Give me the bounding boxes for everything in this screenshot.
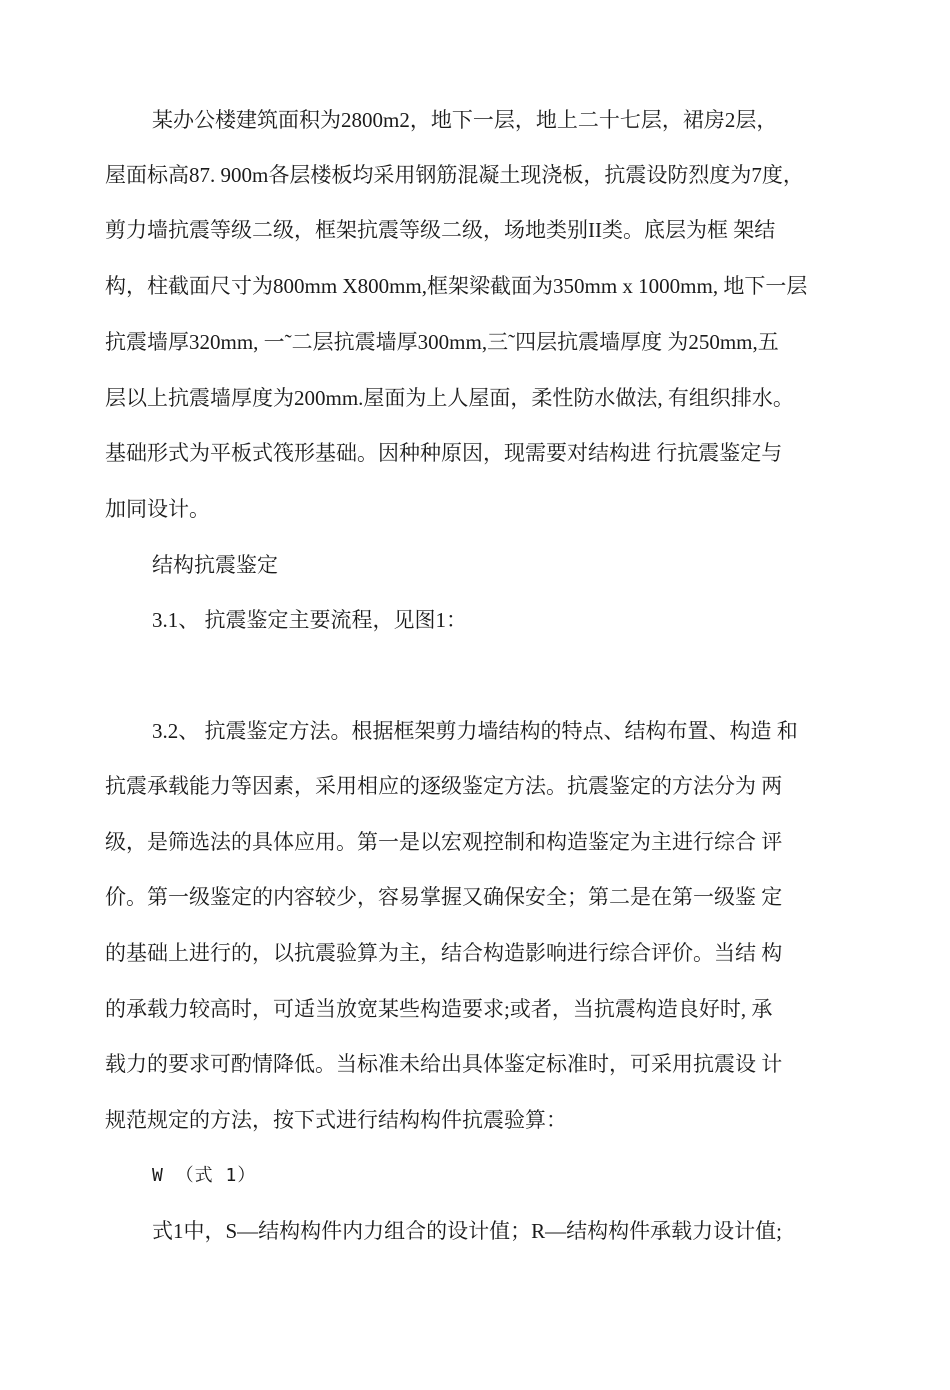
paragraph-1-line-6: 层以上抗震墙厚度为200mm.屋面为上人屋面，柔性防水做法, 有组织排水。 [105,386,794,410]
paragraph-1-line-8: 加同设计。 [105,497,210,521]
paragraph-1-line-7: 基础形式为平板式筏形基础。因种种原因，现需要对结构进 行抗震鉴定与 [105,441,783,465]
paragraph-2-line-1: 3.2、 抗震鉴定方法。根据框架剪力墙结构的特点、结构布置、构造 和 [152,719,798,743]
paragraph-2-line-8: 规范规定的方法，按下式进行结构构件抗震验算： [105,1108,567,1132]
paragraph-2-line-6: 的承载力较高时，可适当放宽某些构造要求;或者，当抗震构造良好时, 承 [105,997,773,1021]
formula-explanation: 式1中，S—结构构件内力组合的设计值；R—结构构件承载力设计值; [152,1219,783,1243]
subsection-3-1: 3.1、 抗震鉴定主要流程，见图1： [152,608,467,632]
paragraph-2-line-4: 价。第一级鉴定的内容较少，容易掌握又确保安全；第二是在第一级鉴 定 [105,885,783,909]
paragraph-2-line-2: 抗震承载能力等因素，采用相应的逐级鉴定方法。抗震鉴定的方法分为 两 [105,774,783,798]
paragraph-1-line-3: 剪力墙抗震等级二级，框架抗震等级二级，场地类别II类。底层为框 架结 [105,218,776,242]
paragraph-1-line-2: 屋面标高87. 900m各层楼板均采用钢筋混凝土现浇板，抗震设防烈度为7度， [105,163,804,187]
formula-line: W （式 1） [152,1165,257,1186]
paragraph-2-line-3: 级，是筛选法的具体应用。第一是以宏观控制和构造鉴定为主进行综合 评 [105,830,783,854]
paragraph-2-line-5: 的基础上进行的，以抗震验算为主，结合构造影响进行综合评价。当结 构 [105,941,783,965]
paragraph-1-line-4: 构，柱截面尺寸为800mm X800mm,框架梁截面为350mm x 1000mm, 地下一层 [105,274,808,298]
paragraph-1-line-1: 某办公楼建筑面积为2800m2，地下一层，地上二十七层，裙房2层， [152,108,778,132]
paragraph-2-line-7: 载力的要求可酌情降低。当标准未给出具体鉴定标准时，可采用抗震设 计 [105,1052,783,1076]
paragraph-1-line-5: 抗震墙厚320mm, 一˜二层抗震墙厚300mm,三˜四层抗震墙厚度 为250mm,五 [105,330,779,354]
section-heading: 结构抗震鉴定 [152,553,278,577]
